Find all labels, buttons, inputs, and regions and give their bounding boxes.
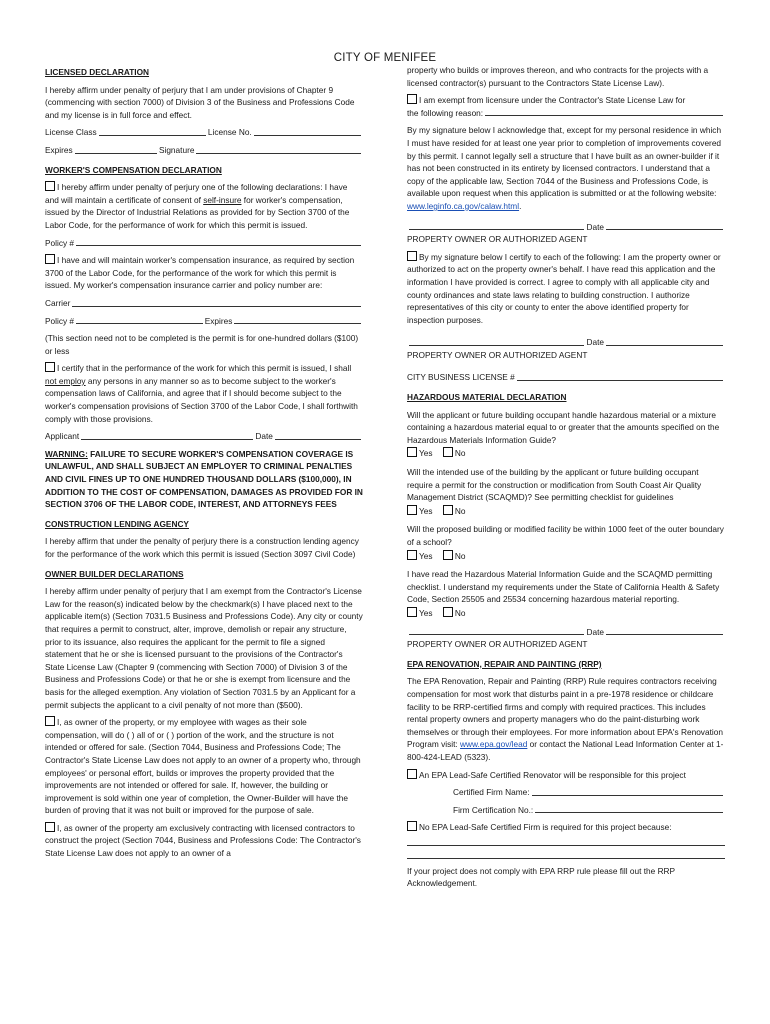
carrier-field[interactable] [72, 297, 361, 307]
owner-continued-text: property who builds or improves thereon, and who contracts for the projects with a licensed contractor(s) pursuant to the Contractors State License Law). [407, 65, 709, 88]
reason-line-1[interactable] [407, 836, 725, 846]
firm-cert-label: Firm Certification No.: [453, 804, 534, 815]
hazmat-question-3: Will the proposed building or modified facility be within 1000 feet of the outer boundary of a school? [407, 524, 724, 547]
page-title: CITY OF MENIFEE [333, 52, 437, 64]
hazmat-read-options: Yes No [407, 607, 725, 620]
signature-label: Signature [158, 144, 195, 155]
business-license-field[interactable] [517, 371, 723, 381]
checkbox[interactable] [407, 251, 417, 261]
hazmat-question-2: Will the intended use of the building by the applicant or future building occupant require a permit for the construction or modification from South Coast Air Quality Management District (SCAQMD)? See permitting checklist for guidelines [407, 467, 702, 503]
date-label: Date [586, 626, 605, 637]
date-field[interactable] [275, 430, 361, 440]
hazmat-q1-options: Yes No [407, 447, 725, 460]
applicant-row [45, 430, 363, 443]
licensed-text: I hereby affirm under penalty of perjury that I am under provisions of Chapter 9 (commencing with section 7000) of Division 3 of the Business and Professions Code and my license is in full force and effect. [45, 84, 355, 120]
date-field-3[interactable] [606, 626, 723, 636]
firm-name-row [407, 786, 725, 799]
owner-sign-row-1 [407, 221, 725, 234]
hazmat-question-1: Will the applicant or future building occupant handle hazardous material or a mixture containing a hazardous material equal to or greater that the amounts specified on the Hazardous Materials Information Guide? [407, 409, 720, 445]
owner-builder-heading: OWNER BUILDER DECLARATIONS [45, 568, 184, 579]
licensed-heading: LICENSED DECLARATION [45, 67, 150, 77]
license-class-label: License Class [45, 127, 97, 138]
date-field-2[interactable] [606, 336, 723, 346]
owner-option-self: I, as owner of the property, or my employee with wages as their sole compensation, will do ( ) all of or ( ) portion of the work, and the structure is not intended or offered for sale. (Section 7044, Business and Professions Code; The Contractor's State License Law does not apply to an owner of a property who, through employees' or personal effort, builds or improves the property provided that the improvements are not intended or offered for sale. If, however, the building or improvement is sold within one year of completion, the Owner-Builder will have the burden of proving that it was not built or improved for the purpose of sale. [45, 717, 361, 816]
reason-line-2[interactable] [407, 849, 725, 859]
hazmat-q2-options: Yes No [407, 505, 725, 518]
checkbox[interactable] [45, 254, 55, 264]
no-checkbox[interactable] [443, 607, 453, 617]
checkbox[interactable] [45, 181, 55, 191]
policy-label: Policy # [45, 237, 75, 248]
owner-agent-label-1: PROPERTY OWNER OR AUTHORIZED AGENT [407, 234, 588, 245]
hazmat-read-text: I have read the Hazardous Material Information Guide and the SCAQMD permitting checklist. I understand my requirements under the State of California Health & Safety Code, Section 25505 and 25534 concerning hazardous material reporting. [407, 569, 720, 605]
hazmat-q3-options: Yes No [407, 550, 725, 563]
owner-signature-field-2[interactable] [409, 336, 584, 346]
license-no-label: License No. [207, 127, 252, 138]
expires-label: Expires [45, 144, 73, 155]
expires2-label: Expires [204, 315, 233, 326]
epa-option-certified: An EPA Lead-Safe Certified Renovator will be responsible for this project [407, 769, 725, 782]
date-label: Date [586, 337, 605, 348]
wc-option-self-insure: I hereby affirm under penalty of perjury one of the following declarations: I have and will maintain a certificate of consent of self-insure for worker's compensation, issued by the Director of Industrial Relations as provided for by Section 3700 of the Labor Code, for the performance of work for which this permit is issued. [45, 182, 350, 230]
owner-agent-label-2: PROPERTY OWNER OR AUTHORIZED AGENT [407, 349, 588, 360]
firm-cert-row [407, 804, 725, 817]
no-checkbox[interactable] [443, 550, 453, 560]
yes-checkbox[interactable] [407, 607, 417, 617]
signature-acknowledge-text: By my signature below I acknowledge that, except for my personal residence in which I must have resided for at least one year prior to completion of improvements covered by this permit. I cannot legally sell a structure that I have built as an owner-builder if it has not been constructed in its entirety by licensed contractors. I understand that a copy of the applicable law, Section 7044 of the Business and Professions Code, is available upon request when this application is submitted or at the following website: www.leginfo.ca.gov/calaw.html. [407, 125, 722, 211]
applicant-field[interactable] [81, 430, 253, 440]
left-column [45, 64, 363, 865]
firm-cert-field[interactable] [535, 804, 723, 814]
expires2-field[interactable] [234, 315, 361, 325]
checkbox[interactable] [407, 769, 417, 779]
note-text: (This section need not to be completed is the permit is for one-hundred dollars ($100) or less [45, 333, 359, 356]
business-license-label: CITY BUSINESS LICENSE # [407, 372, 515, 383]
reason-label: the following reason: [407, 107, 484, 118]
policy2-field[interactable] [76, 315, 203, 325]
owner-sign-row-3 [407, 626, 725, 639]
policy-field[interactable] [76, 237, 361, 247]
expires-row [45, 144, 363, 157]
license-no-field[interactable] [254, 126, 361, 136]
policy2-row [45, 315, 363, 328]
policy2-label: Policy # [45, 315, 75, 326]
right-column [407, 64, 725, 895]
owner-signature-field-1[interactable] [409, 221, 584, 231]
checkbox[interactable] [407, 94, 417, 104]
footer-text: If your project does not comply with EPA RRP rule please fill out the RRP Acknowledgement. [407, 865, 675, 889]
yes-checkbox[interactable] [407, 550, 417, 560]
reason-row [407, 107, 725, 120]
epa-lead-link[interactable]: www.epa.gov/lead [460, 739, 528, 750]
leginfo-link[interactable]: www.leginfo.ca.gov/calaw.html [407, 200, 520, 211]
epa-option-not-required: No EPA Lead-Safe Certified Firm is required for this project because: [407, 821, 725, 834]
owner-sign-row-2 [407, 336, 725, 349]
wc-option-no-employ: I certify that in the performance of the work for which this permit is issued, I shall not employ any persons in any manner so as to become subject to the worker's compensation laws of California, and agree that if I should become subject to the worker's compensation provisions of Section 3700 of the Labor Code, I shall forthwith comply with those provisions. [45, 363, 358, 424]
policy-row [45, 237, 363, 250]
no-checkbox[interactable] [443, 447, 453, 457]
license-class-field[interactable] [99, 126, 206, 136]
yes-checkbox[interactable] [407, 505, 417, 515]
workers-comp-heading: WORKER'S COMPENSATION DECLARATION [45, 164, 222, 175]
certify-option: By my signature below I certify to each of the following: I am the property owner or authorized to act on the property owner's behalf. I have read this application and the information I have provided is correct. I agree to comply with all applicable city and county ordinances and state laws relating to building construction. I authorize representatives of this city or county to enter the above identified property for inspection purposes. [407, 251, 721, 325]
checkbox[interactable] [407, 821, 417, 831]
owner-option-contracting: I, as owner of the property am exclusively contracting with licensed contractors to construct the project (Section 7044, Business and Professions Code: The Contractor's State License Law does not apply to an owner of a [45, 822, 361, 859]
expires-field[interactable] [75, 144, 157, 154]
date-label: Date [255, 431, 273, 442]
checkbox[interactable] [45, 716, 55, 726]
construction-heading: CONSTRUCTION LENDING AGENCY [45, 518, 189, 529]
checkbox[interactable] [45, 362, 55, 372]
epa-heading: EPA RENOVATION, REPAIR AND PAINTING (RRP) [407, 658, 602, 669]
yes-checkbox[interactable] [407, 447, 417, 457]
construction-text: I hereby affirm that under the penalty of perjury there is a construction lending agency for the performance of the work which this permit is issued (Section 3097 Civil Code) [45, 536, 359, 559]
owner-agent-label-3: PROPERTY OWNER OR AUTHORIZED AGENT [407, 639, 588, 650]
date-field-1[interactable] [606, 221, 723, 231]
business-license-row [407, 371, 725, 384]
license-class-row [45, 126, 363, 139]
reason-field[interactable] [485, 107, 723, 117]
exempt-option: I am exempt from licensure under the Contractor's State License Law for [407, 94, 725, 107]
firm-name-label: Certified Firm Name: [453, 787, 530, 798]
signature-field[interactable] [196, 144, 361, 154]
no-checkbox[interactable] [443, 505, 453, 515]
carrier-label: Carrier [45, 297, 71, 308]
owner-signature-field-3[interactable] [409, 626, 584, 636]
firm-name-field[interactable] [532, 786, 723, 796]
epa-text: The EPA Renovation, Repair and Painting (RRP) Rule requires contractors receiving compensation for most work that disturbs paint in a pre-1978 residence or childcare facility to be RRP-certified firms and comply with required practices. This includes rental property owners and property managers who do the paint-disturbing work themselves or through their employees. For more information about EPA's Renovation Program visit: www.epa.gov/lead or contact the National Lead Information Center at 1-800-424-LEAD (5323). [407, 676, 724, 762]
checkbox[interactable] [45, 822, 55, 832]
owner-builder-text: I hereby affirm under penalty of perjury that I am exempt from the Contractor's License Law for the reason(s) indicated below by the checkmark(s) I have placed next to the applicable item(s) (Section 7031.5 Business and Professions Code). Any city or county that requires a permit to construct, alter, improve, demolish or repair any structure, prior to its issuance, also requires the applicant for the permit to file a signed statement that he or she is licensed pursuant to the provisions of the Contractor's State License Law (Chapter 9 (commencing with Section 7000) of Division 3 of the Business and Professions Code) or that he or she is exempt from licensure and the basis for the alleged exemption. Any violation of Section 7031.5 by an Applicant for a permit subjects the applicant to a civil penalty of not more than ($500). [45, 586, 363, 710]
applicant-label: Applicant [45, 431, 80, 442]
date-label: Date [586, 221, 605, 232]
warning-text: WARNING: FAILURE TO SECURE WORKER'S COMPENSATION COVERAGE IS UNLAWFUL, AND SHALL SUBJECT AN EMPLOYER TO CRIMINAL PENALTIES AND CIVIL FINES UP TO ONE HUNDRED THOUSAND DOLLARS ($100,000), IN ADDITION TO THE COST OF COMPENSATION, DAMAGES AS PROVIDED FOR IN SECTION 3706 OF THE LABOR CODE, INTEREST, AND ATTORNEYS FEES [45, 448, 363, 510]
carrier-row [45, 297, 363, 310]
wc-option-insurance: I have and will maintain worker's compensation insurance, as required by section 3700 of the Labor Code, for the performance of the work for which this permit is issued. My worker's compensation insurance carrier and policy number are: [45, 255, 355, 291]
hazmat-heading: HAZARDOUS MATERIAL DECLARATION [407, 392, 567, 403]
